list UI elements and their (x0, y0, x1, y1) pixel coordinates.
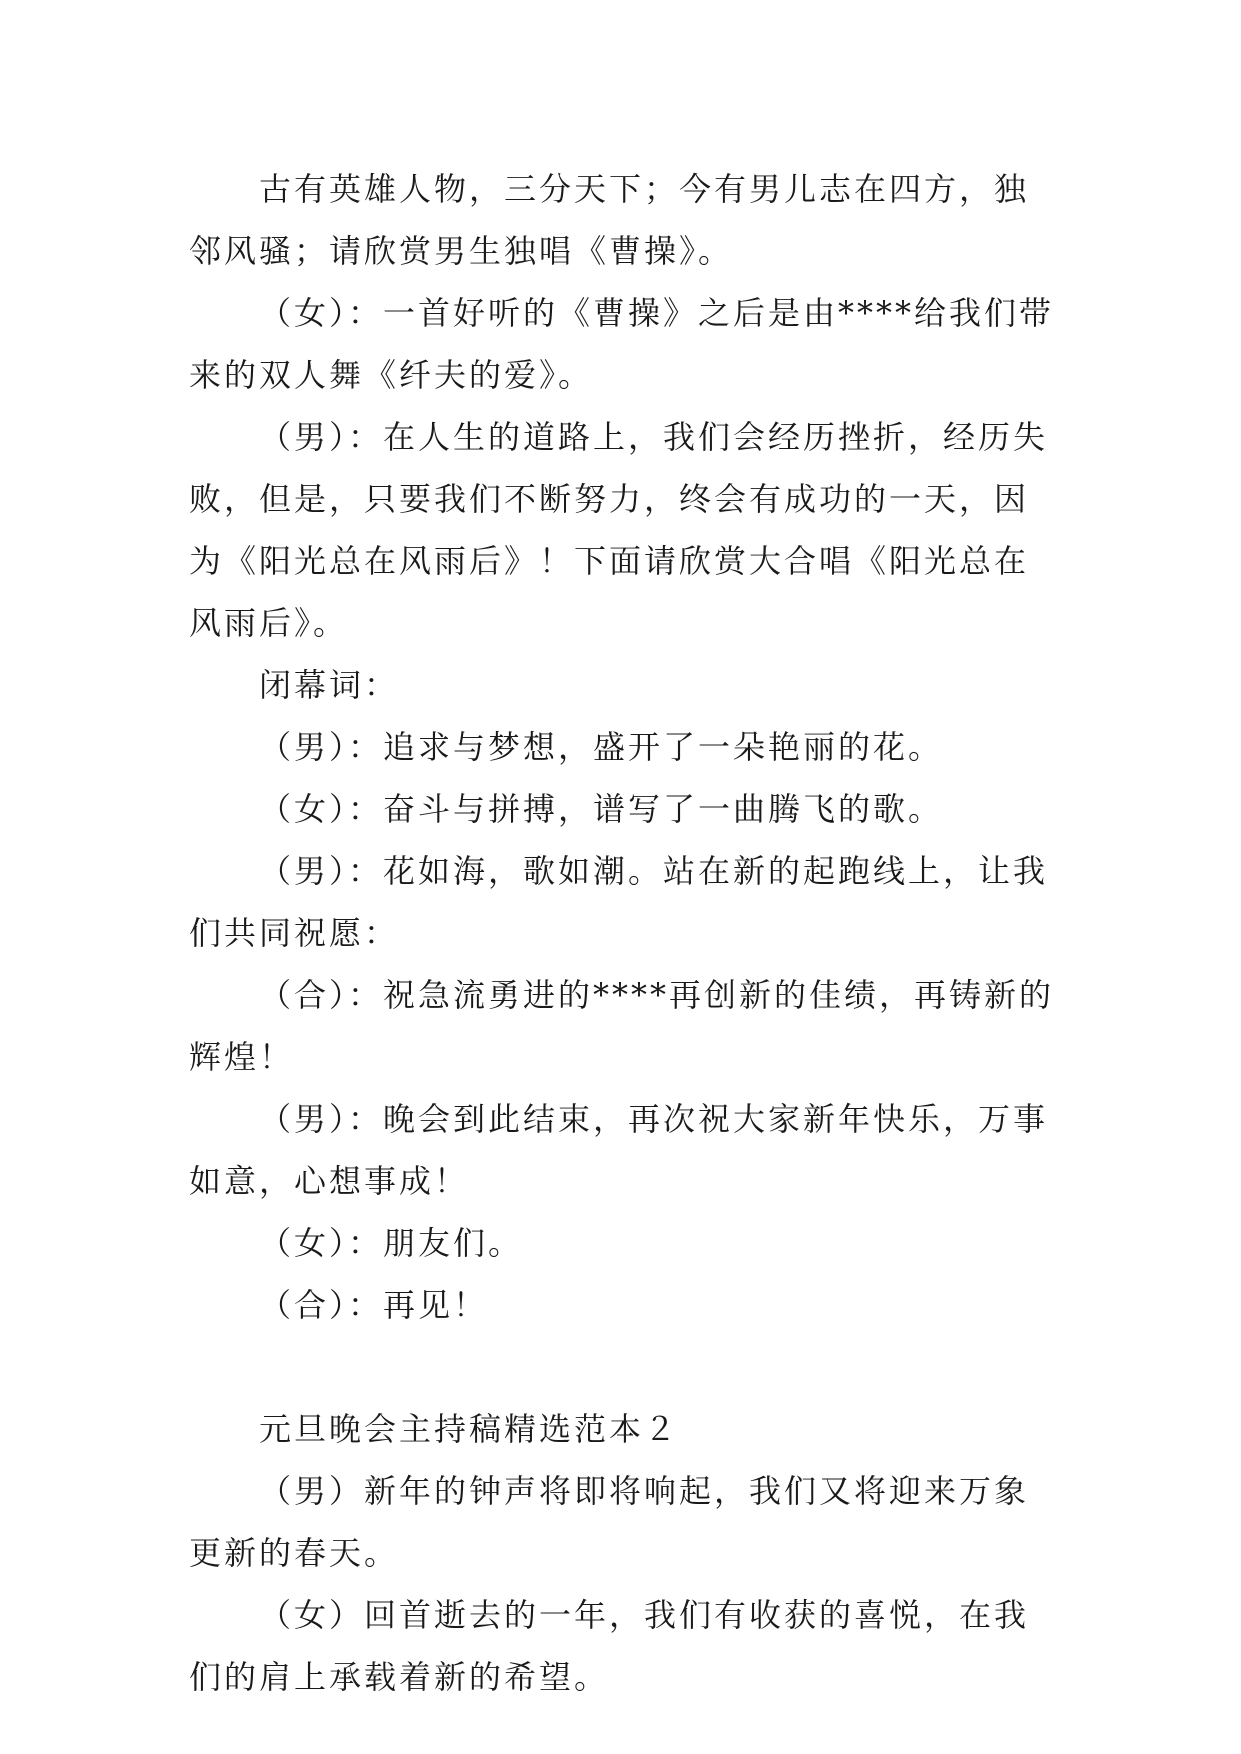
paragraph-chorus-intro: （男）：在人生的道路上，我们会经历挫折，经历失败，但是，只要我们不断努力，终会有成功的一天，因为《阳光总在风雨后》！下面请欣赏大合唱《阳光总在风雨后》。 (189, 418, 1049, 642)
paragraph-closing-male-2: （男）：花如海，歌如潮。站在新的起跑线上，让我们共同祝愿： (189, 852, 1049, 952)
paragraph-closing-female-2: （女）：朋友们。 (259, 1224, 524, 1262)
section-title: 元旦晚会主持稿精选范本２ (259, 1410, 680, 1448)
paragraph-closing-female-1: （女）：奋斗与拼搏，谱写了一曲腾飞的歌。 (259, 790, 944, 828)
paragraph-closing-together-2: （合）：再见！ (259, 1286, 489, 1324)
paragraph-newyear-female: （女）回首逝去的一年，我们有收获的喜悦，在我们的肩上承载着新的希望。 (189, 1596, 1030, 1696)
paragraph-newyear-male: （男）新年的钟声将即将响起，我们又将迎来万象更新的春天。 (189, 1472, 1030, 1572)
paragraph-closing-together-1: （合）：祝急流勇进的****再创新的佳绩，再铸新的辉煌！ (189, 976, 1055, 1076)
paragraph-closing-male-3: （男）：晚会到此结束，再次祝大家新年快乐，万事如意，心想事成！ (189, 1100, 1049, 1200)
section-spacer (189, 1336, 1061, 1398)
closing-remarks-heading: 闭幕词： (259, 666, 400, 704)
paragraph-dance-intro: （女）：一首好听的《曹操》之后是由****给我们带来的双人舞《纤夫的爱》。 (189, 294, 1055, 394)
document-page (189, 158, 1061, 1708)
paragraph-closing-male-1: （男）：追求与梦想，盛开了一朵艳丽的花。 (259, 728, 944, 766)
paragraph-caocao-intro: 古有英雄人物，三分天下；今有男儿志在四方，独邻风骚；请欣赏男生独唱《曹操》。 (189, 170, 1030, 270)
